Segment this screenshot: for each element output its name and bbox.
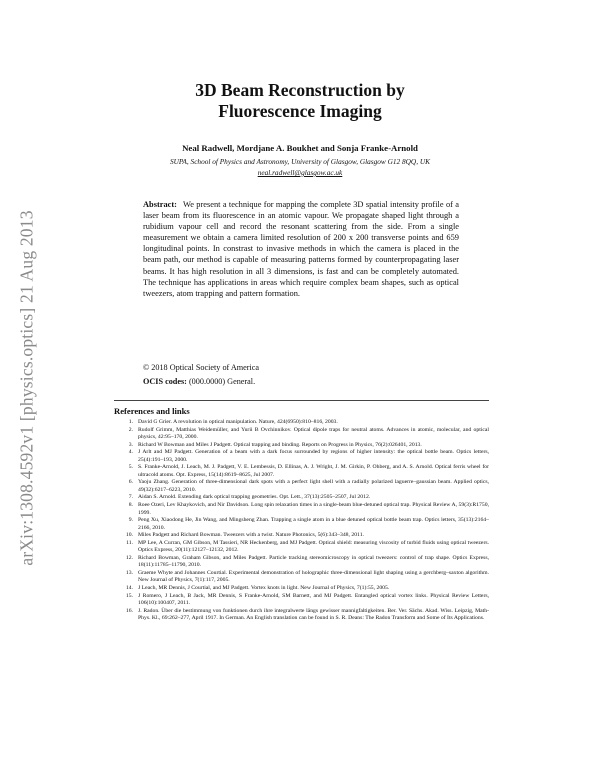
reference-number: 4. xyxy=(128,449,133,456)
abstract xyxy=(143,199,459,299)
reference-text: J Romero, J Leach, B Jack, MR Dennis, S Franke-Arnold, SM Barnett, and MJ Padgett. Entangled optical vortex links. Physical Review Letters, 106(10):100407, 2011. xyxy=(138,592,489,607)
reference-text: J. Radon. Über die bestimmung von funktionen durch ihre integralwerte längs gewisser mannigfaltigkeiten. Ber. Ver. Sächs. Akad. Wiss. Leipzig, Math-Phys. Kl., 69:262–277, April 1917. In German. An English translation can be found in S. R. Deans: The Radon Transform and Some of Its Applications. xyxy=(138,607,489,622)
reference-item xyxy=(114,532,489,540)
section-divider xyxy=(114,400,489,401)
reference-text: J Arlt and MJ Padgett. Generation of a beam with a dark focus surrounded by regions of higher intensity: the optical bottle beam. Optics letters, 25(4):191–193, 2000. xyxy=(138,449,489,463)
reference-item xyxy=(114,570,489,585)
reference-item xyxy=(114,608,489,623)
reference-number: 10. xyxy=(125,532,133,539)
reference-item xyxy=(114,464,489,479)
reference-number: 7. xyxy=(128,494,133,501)
ocis-codes xyxy=(143,377,255,386)
reference-item xyxy=(114,427,489,442)
reference-text: Yaoju Zhang. Generation of three-dimensional dark spots with a perfect light shell with a radially polarized laguerre–gaussian beam. Applied optics, 49(32):6217–6223, 2010. xyxy=(138,479,489,493)
reference-text: Roee Ozeri, Lev Khaykovich, and Nir Davidson. Long spin relaxation times in a single-beam blue-detuned optical trap. Physical Review A, 59(3):R1750, 1999. xyxy=(138,502,489,516)
abstract-text: We present a technique for mapping the complete 3D spatial intensity profile of a laser beam from its fluorescence in an atomic vapour. We propagate shaped light through a rubidium vapour cell and record the resonant scattering from the side. From a single measurement we obtain a camera limited resolution of 200 x 200 transverse points and 659 longitudinal points. In constrast to invasive methods in which the camera is placed in the beam path, our method is capable of measuring patterns formed by counterpropagating laser beams. It has high resolution in all 3 dimensions, is fast and can be completely automated. The technique has applications in areas which require complex beam shapes, such as optical tweezers, atom trapping and pattern formation. xyxy=(143,200,459,298)
reference-number: 1. xyxy=(128,419,133,425)
reference-number: 9. xyxy=(128,517,133,524)
reference-number: 6. xyxy=(128,479,133,486)
title-line-1: 3D Beam Reconstruction by xyxy=(195,80,405,100)
title-line-2: Fluorescence Imaging xyxy=(218,101,382,121)
reference-item xyxy=(114,502,489,517)
reference-item xyxy=(114,449,489,464)
reference-text: Graeme Whyte and Johannes Courtial. Experimental demonstration of holographic three-dimensional light shaping using a gerchberg–saxton algorithm. New Journal of Physics, 7(1):117, 2005. xyxy=(138,569,489,584)
reference-item xyxy=(114,419,489,427)
reference-text: S. Franke-Arnold, J. Leach, M. J. Padgett, V. E. Lembessis, D. Ellinas, A. J. Wright, J. M. Girkin, P. Ohberg, and A. S. Arnold. Optical ferris wheel for ultracold atoms. Opt. Express, 15(14):8619–8625, Jul 2007. xyxy=(138,464,489,478)
reference-item xyxy=(114,479,489,494)
reference-item xyxy=(114,585,489,593)
reference-number: 16. xyxy=(125,607,133,614)
reference-text: David G Grier. A revolution in optical manipulation. Nature, 424(6950):810–816, 2003. xyxy=(138,419,338,425)
references-heading: References and links xyxy=(114,406,190,416)
reference-text: Richard Bowman, Graham Gibson, and Miles Padgett. Particle tracking stereomicroscopy in optical tweezers: control of trap shape. Optics Express, 18(11):11785–11790, 2010. xyxy=(138,554,489,569)
reference-text: Peng Xu, Xiaodong He, Jin Wang, and Mingsheng Zhan. Trapping a single atom in a blue detuned optical bottle beam trap. Optics letters, 35(13):2164–2166, 2010. xyxy=(138,517,489,531)
reference-number: 2. xyxy=(128,426,133,433)
reference-number: 13. xyxy=(125,569,133,576)
reference-item xyxy=(114,540,489,555)
arxiv-identifier-stamp: arXiv:1308.4592v1 [physics.optics] 21 Aug 2013 xyxy=(16,210,37,566)
author-list: Neal Radwell, Mordjane A. Boukhet and Sonja Franke-Arnold xyxy=(182,143,418,153)
reference-number: 11. xyxy=(126,539,133,546)
ocis-text: (000.0000) General. xyxy=(186,377,256,386)
contact-email-link[interactable]: neal.radwell@glasgow.ac.uk xyxy=(257,168,343,177)
reference-text: Rudolf Grimm, Matthias Weidemüller, and Yurii B Ovchinnikov. Optical dipole traps for neutral atoms. Advances in atomic, molecular, and optical physics, 42:95–170, 2000. xyxy=(138,426,489,441)
paper-title xyxy=(0,80,600,122)
reference-text: Miles Padgett and Richard Bowman. Tweezers with a twist. Nature Photonics, 5(6):343–348, 2011. xyxy=(138,532,364,539)
reference-number: 8. xyxy=(128,502,133,509)
reference-text: Aidan S. Arnold. Extending dark optical trapping geometries. Opt. Lett., 37(13):2505–2507, Jul 2012. xyxy=(138,494,371,501)
reference-number: 5. xyxy=(128,464,133,471)
ocis-label: OCIS codes: xyxy=(143,377,187,386)
reference-number: 15. xyxy=(125,592,133,599)
reference-number: 3. xyxy=(128,441,133,448)
reference-item xyxy=(114,555,489,570)
reference-text: Richard W Bowman and Miles J Padgett. Optical trapping and binding. Reports on Progress in Physics, 76(2):026401, 2013. xyxy=(138,441,422,448)
references-list xyxy=(114,419,489,623)
reference-item xyxy=(114,494,489,502)
reference-number: 12. xyxy=(125,554,133,561)
reference-text: J Leach, MR Dennis, J Courtial, and MJ Padgett. Vortex knots in light. New Journal of Physics, 7(1):55, 2005. xyxy=(138,585,390,592)
affiliation: SUPA, School of Physics and Astronomy, University of Glasgow, Glasgow G12 8QQ, UK xyxy=(170,157,430,166)
abstract-label: Abstract: xyxy=(143,200,177,209)
reference-number: 14. xyxy=(125,585,133,592)
reference-item xyxy=(114,593,489,608)
reference-text: MP Lee, A Curran, GM Gibson, M Tassieri, NR Heckenberg, and MJ Padgett. Optical shield: measuring viscosity of turbid fluids using optical tweezers. Optics Express, 20(11):12127–12132, 2012. xyxy=(138,539,489,554)
copyright-notice: © 2018 Optical Society of America xyxy=(143,363,260,372)
reference-item xyxy=(114,517,489,532)
